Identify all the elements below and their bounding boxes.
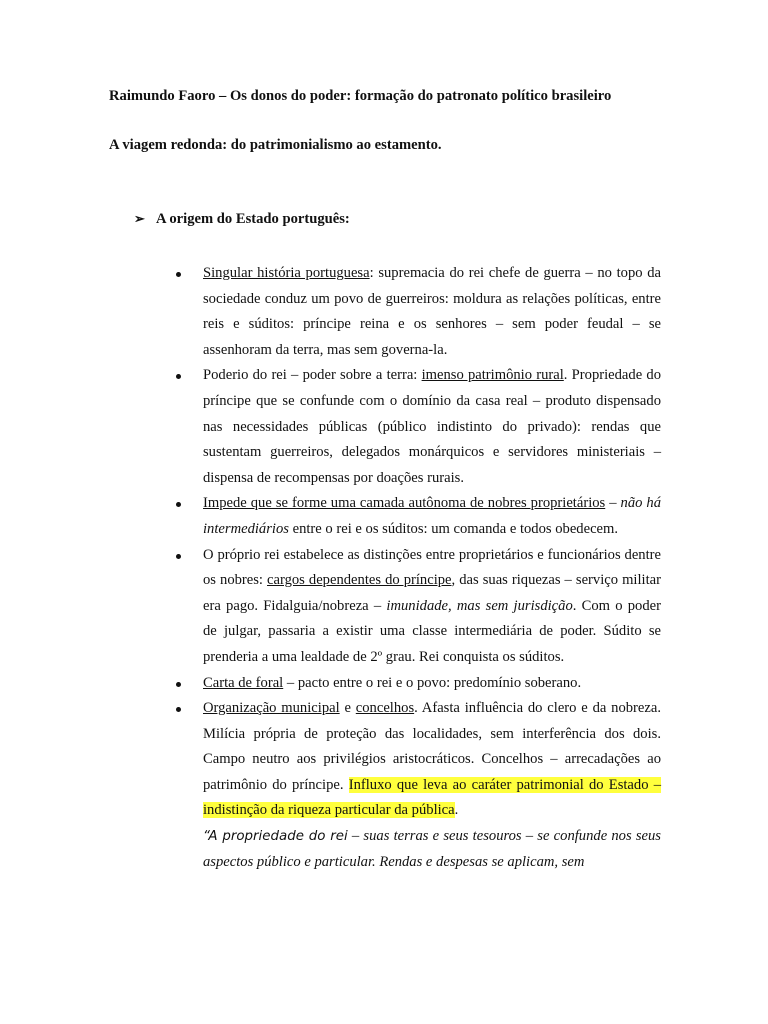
- underlined-term: imenso patrimônio rural: [421, 367, 564, 384]
- list-item: [175, 491, 661, 542]
- list-item: [175, 261, 661, 363]
- list-item: [175, 671, 661, 697]
- bullet-text: – pacto entre o rei e o povo: predomínio soberano.: [283, 674, 582, 691]
- bullet-dot-icon: [176, 374, 181, 379]
- bullet-text: entre o rei e os súditos: um comanda e todos obedecem.: [288, 520, 619, 537]
- section-heading-text: A origem do Estado português:: [156, 211, 350, 227]
- bullet-dot-icon: [176, 554, 181, 559]
- bullet-text-end: .: [454, 802, 459, 819]
- arrow-bullet-icon: ➢: [134, 211, 145, 226]
- bullet-dot-icon: [176, 272, 181, 277]
- quote-opening: “A propriedade do rei: [203, 829, 348, 845]
- bullet-dot-icon: [176, 502, 181, 507]
- underlined-term: Impede que se forme uma camada autônoma de nobres proprietários: [203, 495, 606, 512]
- underlined-term: Organização municipal: [203, 700, 340, 717]
- italic-term: imunidade, mas sem jurisdição: [386, 597, 573, 614]
- underlined-term: cargos dependentes do príncipe: [267, 572, 452, 589]
- italic-term: não há intermediários: [203, 495, 661, 537]
- bullet-dot-icon: [176, 707, 181, 712]
- quote-body: – suas terras e seus tesouros – se confunde nos seus aspectos público e particular. Rendas e despesas se aplicam, sem: [203, 828, 661, 870]
- highlighted-text: Influxo que leva ao caráter patrimonial do Estado – indistinção da riqueza particular da pública: [203, 776, 661, 819]
- document-subtitle: A viagem redonda: do patrimonialismo ao estamento.: [109, 137, 442, 153]
- bullet-text: . Propriedade do príncipe que se confunde com o domínio da casa real – produto dispensado nas necessidades públicas (público indistinto do privado): rendas que sustentam guerreiros, delegados monárquicos e servidores ministeriais – dispensa de recompensas por doações rurais.: [203, 367, 662, 486]
- bullet-text: : supremacia do rei chefe de guerra – no topo da sociedade conduz um povo de guerreiros: moldura as relações políticas, entre reis e súditos: príncipe reina e os senhores – sem poder feudal – se assenhoram da terra, mas sem governa-la.: [203, 265, 662, 358]
- quote-text: [203, 828, 661, 870]
- underlined-term: Carta de foral: [203, 674, 284, 691]
- conjunction: e: [339, 700, 356, 717]
- bullet-dot-icon: [176, 682, 181, 687]
- list-item: [175, 543, 661, 671]
- section-heading: [134, 211, 350, 228]
- bullet-text: O próprio rei estabelece as distinções entre proprietários e funcionários dentre os nobres:: [203, 546, 661, 589]
- bullet-text: . Com o poder de julgar, passaria a existir uma classe intermediária de poder. Súdito se prenderia a uma lealdade de 2º grau. Rei conquista os súditos.: [203, 597, 661, 665]
- underlined-term: concelhos: [355, 700, 415, 717]
- underlined-term: Singular história portuguesa: [203, 265, 370, 281]
- document-title: Raimundo Faoro – Os donos do poder: formação do patronato político brasileiro: [109, 88, 612, 104]
- bullet-text: Poderio do rei – poder sobre a terra:: [203, 367, 422, 384]
- list-item: [175, 363, 661, 491]
- bullet-text: , das suas riquezas – serviço militar era pago. Fidalguia/nobreza –: [203, 572, 661, 614]
- separator: –: [605, 495, 621, 512]
- bullet-text: . Afasta influência do clero e da nobreza. Milícia própria de proteção das localidades, sem interferência dos dois. Campo neutro aos privilégios aristocráticos. Concelhos – arrecadações ao patrimônio do príncipe.: [203, 700, 661, 793]
- list-item: [175, 696, 661, 875]
- bullet-list: [175, 261, 661, 875]
